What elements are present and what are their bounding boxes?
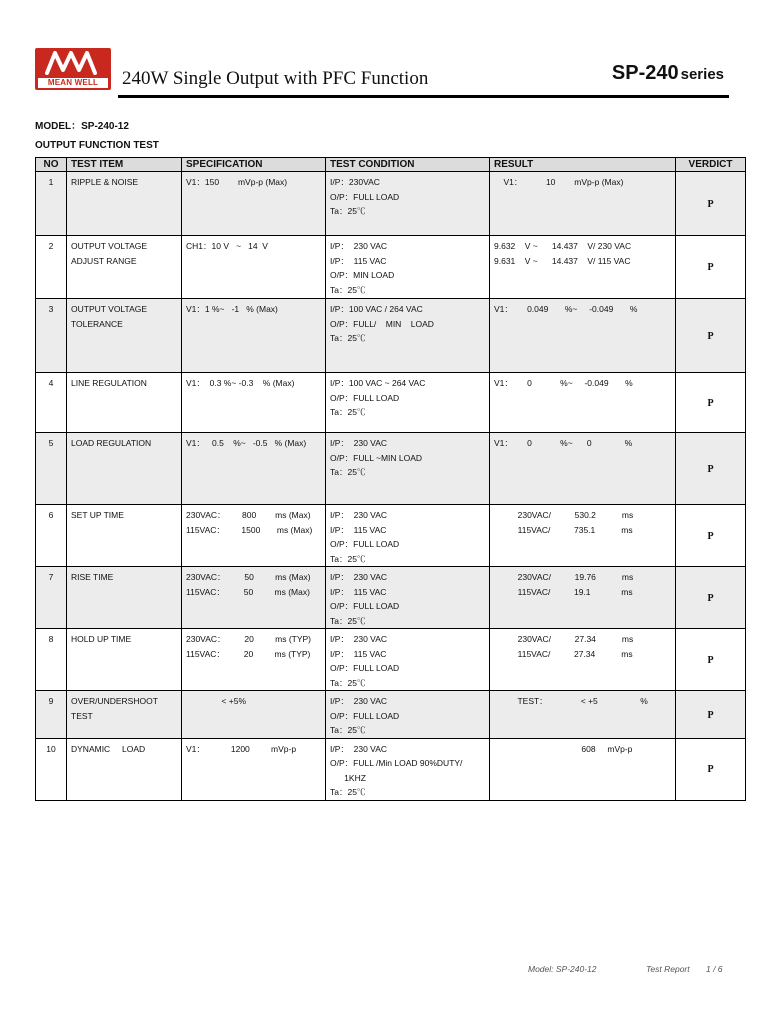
cell-test-condition-line: O/P：FULL /Min LOAD 90%DUTY/ [330, 758, 463, 768]
cell-specification [182, 738, 326, 800]
table-row [36, 629, 746, 691]
cell-verdict: P [676, 738, 746, 800]
header-test-condition: TEST CONDITION [326, 158, 490, 172]
cell-no: 5 [36, 433, 67, 505]
cell-test-condition-line: O/P：FULL LOAD [330, 191, 400, 202]
cell-test-item-line: DYNAMIC LOAD [71, 743, 146, 754]
cell-test-item-line: OVER/UNDERSHOOT [71, 696, 158, 706]
cell-test-condition [326, 567, 490, 629]
cell-test-condition-line: I/P： 115 VAC [330, 586, 387, 597]
cell-no: 9 [36, 691, 67, 739]
logo-text: MEAN WELL [38, 78, 108, 88]
cell-test-item-line: ADJUST RANGE [71, 255, 137, 266]
header-result: RESULT [490, 158, 676, 172]
output-function-test-table [35, 157, 746, 801]
section-title: OUTPUT FUNCTION TEST [35, 140, 159, 151]
table-header-row [36, 158, 746, 172]
cell-specification-line: 115VAC： 50 ms (Max) [186, 586, 310, 597]
table-row [36, 172, 746, 236]
cell-result [490, 567, 676, 629]
table-row [36, 567, 746, 629]
cell-test-condition-line: I/P： 115 VAC [330, 255, 387, 266]
cell-result [490, 373, 676, 433]
cell-result-line: TEST： < +5 % [494, 696, 648, 706]
cell-test-condition-line: Ta：25℃ [330, 725, 366, 735]
table-row [36, 236, 746, 299]
cell-test-item [67, 236, 182, 299]
cell-result-line: 230VAC/ 27.34 ms [494, 634, 634, 644]
table-row [36, 691, 746, 739]
cell-no: 6 [36, 505, 67, 567]
cell-no: 1 [36, 172, 67, 236]
cell-no: 3 [36, 299, 67, 373]
cell-test-item [67, 691, 182, 739]
cell-result [490, 629, 676, 691]
cell-test-item [67, 373, 182, 433]
cell-test-condition-line: Ta：25℃ [330, 553, 366, 564]
table-row [36, 433, 746, 505]
cell-specification [182, 373, 326, 433]
cell-test-condition-line: 1KHZ [330, 772, 366, 783]
cell-test-condition-line: I/P：100 VAC / 264 VAC [330, 304, 423, 314]
cell-test-item-line: RIPPLE & NOISE [71, 177, 139, 187]
cell-specification [182, 629, 326, 691]
table-row [36, 299, 746, 373]
cell-test-condition-line: I/P： 230 VAC [330, 438, 388, 448]
cell-specification [182, 236, 326, 299]
cell-test-condition [326, 629, 490, 691]
cell-specification-line: 230VAC： 800 ms (Max) [186, 510, 311, 520]
table-row [36, 738, 746, 800]
cell-test-item [67, 505, 182, 567]
cell-test-item [67, 629, 182, 691]
cell-test-item-line: TEST [71, 710, 93, 721]
cell-verdict: P [676, 629, 746, 691]
cell-specification [182, 433, 326, 505]
cell-result [490, 738, 676, 800]
footer-page-number: 1 / 6 [706, 964, 723, 974]
cell-test-condition [326, 505, 490, 567]
cell-test-condition-line: O/P：MIN LOAD [330, 270, 395, 280]
header-specification: SPECIFICATION [182, 158, 326, 172]
document-title: 240W Single Output with PFC Function [122, 68, 429, 89]
cell-result [490, 691, 676, 739]
cell-test-condition-line: I/P： 230 VAC [330, 572, 388, 582]
cell-test-condition [326, 373, 490, 433]
cell-test-item [67, 567, 182, 629]
cell-result-line: 115VAC/ 735.1 ms [494, 524, 633, 535]
cell-test-condition [326, 691, 490, 739]
cell-test-condition-line: Ta：25℃ [330, 206, 366, 216]
cell-specification [182, 299, 326, 373]
cell-specification-line: V1： 1200 mVp-p [186, 743, 297, 754]
cell-test-condition-line: O/P：FULL LOAD [330, 601, 400, 611]
cell-result [490, 172, 676, 236]
cell-verdict: P [676, 433, 746, 505]
cell-test-item-line: TOLERANCE [71, 318, 123, 329]
cell-result-line: 230VAC/ 19.76 ms [494, 572, 634, 582]
cell-test-condition [326, 236, 490, 299]
cell-test-condition-line: I/P： 230 VAC [330, 696, 388, 706]
cell-test-condition-line: O/P：FULL ~MIN LOAD [330, 452, 423, 463]
cell-specification-line: < +5% [186, 696, 246, 706]
cell-specification [182, 691, 326, 739]
series-model: SP-240 [611, 62, 679, 84]
cell-test-item [67, 172, 182, 236]
series-title [612, 62, 724, 85]
cell-test-condition-line: O/P：FULL LOAD [330, 663, 400, 673]
cell-verdict: P [676, 236, 746, 299]
mw-logo-icon [35, 48, 111, 78]
cell-test-condition [326, 433, 490, 505]
cell-test-item-line: HOLD UP TIME [71, 634, 132, 644]
cell-test-condition-line: Ta：25℃ [330, 333, 366, 343]
cell-test-condition-line: O/P：FULL LOAD [330, 710, 400, 721]
cell-result-line: 608 mVp-p [494, 743, 633, 754]
cell-result-line: 115VAC/ 19.1 ms [494, 586, 633, 597]
cell-verdict: P [676, 373, 746, 433]
cell-verdict: P [676, 299, 746, 373]
cell-test-condition-line: I/P： 115 VAC [330, 524, 387, 535]
cell-test-item [67, 738, 182, 800]
footer-report: Test Report [646, 964, 690, 974]
cell-result-line: V1： 10 mVp-p (Max) [494, 177, 624, 187]
header-rule [118, 95, 729, 98]
footer-model: Model: SP-240-12 [528, 964, 597, 974]
cell-test-condition-line: O/P：FULL LOAD [330, 539, 400, 549]
cell-result-line: V1： 0 %~ -0.049 % [494, 378, 633, 388]
cell-result-line: V1： 0 %~ 0 % [494, 438, 633, 448]
cell-test-condition-line: I/P： 230 VAC [330, 510, 388, 520]
table-row [36, 373, 746, 433]
cell-specification-line: V1：150 mVp-p (Max) [186, 177, 288, 187]
cell-specification [182, 505, 326, 567]
cell-result [490, 299, 676, 373]
header-verdict: VERDICT [676, 158, 746, 172]
header-test-item: TEST ITEM [67, 158, 182, 172]
cell-verdict: P [676, 567, 746, 629]
cell-test-condition [326, 299, 490, 373]
cell-verdict: P [676, 691, 746, 739]
cell-verdict: P [676, 172, 746, 236]
cell-test-condition-line: O/P：FULL LOAD [330, 392, 400, 403]
table-body [36, 172, 746, 801]
cell-no: 4 [36, 373, 67, 433]
cell-test-item-line: LOAD REGULATION [71, 438, 152, 448]
cell-test-condition-line: I/P： 115 VAC [330, 648, 387, 659]
cell-result-line: 230VAC/ 530.2 ms [494, 510, 634, 520]
cell-test-condition-line: Ta：25℃ [330, 284, 366, 295]
cell-test-item-line: OUTPUT VOLTAGE [71, 241, 148, 251]
cell-no: 7 [36, 567, 67, 629]
cell-no: 2 [36, 236, 67, 299]
cell-test-condition-line: O/P：FULL/ MIN LOAD [330, 318, 434, 329]
cell-test-condition-line: I/P：230VAC [330, 177, 380, 187]
cell-result [490, 236, 676, 299]
cell-test-condition-line: I/P： 230 VAC [330, 634, 388, 644]
cell-no: 8 [36, 629, 67, 691]
series-suffix: series [680, 66, 724, 83]
table-row [36, 505, 746, 567]
cell-result [490, 433, 676, 505]
cell-specification-line: 230VAC： 20 ms (TYP) [186, 634, 312, 644]
cell-result [490, 505, 676, 567]
cell-test-condition [326, 738, 490, 800]
cell-specification-line: V1： 0.3 %~ -0.3 % (Max) [186, 378, 295, 388]
cell-result-line: 115VAC/ 27.34 ms [494, 648, 633, 659]
cell-specification-line: 115VAC： 20 ms (TYP) [186, 648, 311, 659]
cell-test-condition-line: I/P：100 VAC ~ 264 VAC [330, 378, 426, 388]
cell-verdict: P [676, 505, 746, 567]
cell-test-item-line: LINE REGULATION [71, 378, 147, 388]
cell-test-item-line: SET UP TIME [71, 510, 124, 520]
cell-test-condition-line: Ta：25℃ [330, 677, 366, 688]
cell-test-item-line: RISE TIME [71, 572, 114, 582]
cell-test-condition [326, 172, 490, 236]
cell-test-condition-line: Ta：25℃ [330, 467, 366, 477]
cell-no: 10 [36, 738, 67, 800]
cell-test-condition-line: Ta：25℃ [330, 407, 366, 417]
cell-test-condition-line: Ta：25℃ [330, 787, 366, 797]
cell-specification [182, 567, 326, 629]
cell-test-condition-line: Ta：25℃ [330, 615, 366, 626]
cell-test-item [67, 433, 182, 505]
cell-specification-line: V1： 0.5 %~ -0.5 % (Max) [186, 438, 307, 448]
cell-specification-line: V1：1 %~ -1 % (Max) [186, 304, 278, 314]
cell-result-line: 9.631 V ~ 14.437 V/ 115 VAC [494, 255, 631, 266]
mean-well-logo [35, 48, 111, 90]
cell-result-line: V1： 0.049 %~ -0.049 % [494, 304, 638, 314]
cell-test-item-line: OUTPUT VOLTAGE [71, 304, 148, 314]
cell-test-item [67, 299, 182, 373]
cell-result-line: 9.632 V ~ 14.437 V/ 230 VAC [494, 241, 632, 251]
cell-specification-line: 115VAC： 1500 ms (Max) [186, 524, 313, 535]
cell-specification [182, 172, 326, 236]
cell-test-condition-line: I/P： 230 VAC [330, 743, 388, 754]
header-no: NO [36, 158, 67, 172]
cell-test-condition-line: I/P： 230 VAC [330, 241, 388, 251]
model-line: MODEL：SP-240-12 [35, 121, 129, 132]
cell-specification-line: CH1：10 V ~ 14 V [186, 241, 268, 251]
cell-specification-line: 230VAC： 50 ms (Max) [186, 572, 311, 582]
